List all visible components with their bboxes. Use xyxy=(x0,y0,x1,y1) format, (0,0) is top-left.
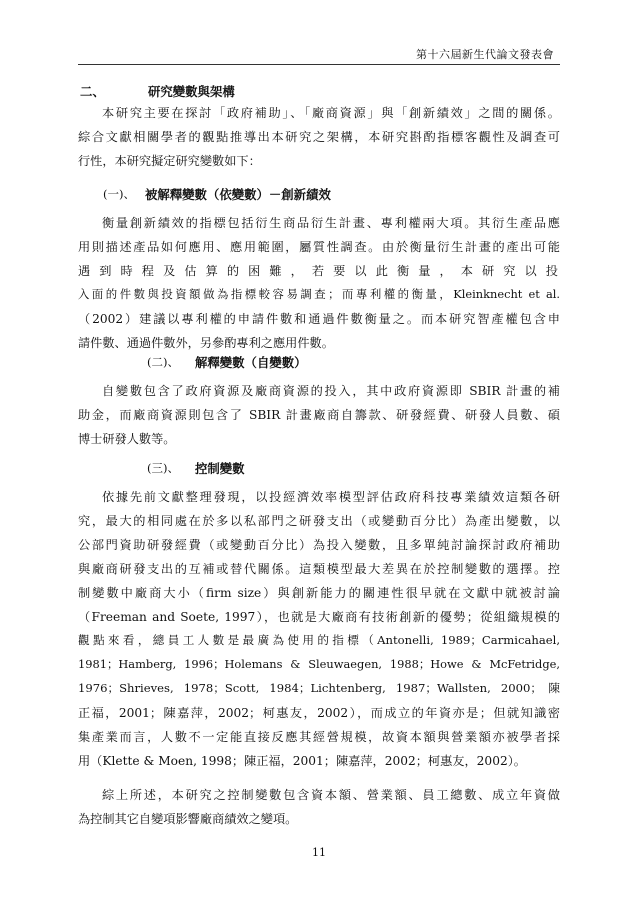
subsection-1-title: 被解釋變數（依變數）－創新績效 xyxy=(145,187,331,202)
sub1-line-4: 入面的件數與投資額做為指標較容易調查；而專利權的衡量，Kleinknecht et al. xyxy=(78,287,560,301)
section-number: 二、 xyxy=(80,84,105,99)
sub3-line-3: 公部門資助研發經費（或變動百分比）為投入變數，且多單純討論探討政府補助 xyxy=(78,538,560,552)
sub3-line-11: 集產業而言，人數不一定能直接反應其經營規模，故資本額與營業額亦被學者採 xyxy=(78,730,560,744)
sub3-line-10: 正福，2001；陳嘉萍，2002；柯惠友，2002），而成立的年資亦是；但就知識密 xyxy=(78,706,560,720)
sub3-line-5: 制變數中廠商大小（firm size）與創新能力的關連性很早就在文獻中就被討論 xyxy=(78,586,560,600)
sub3-line-7: 觀點來看，總員工人數是最廣為使用的指標（Antonelli, 1989；Carmicahael, xyxy=(78,633,560,647)
conclusion-line-1: 綜上所述，本研究之控制變數包含資本額、營業額、員工總數、成立年資做 xyxy=(102,788,560,802)
sub3-line-9: 1976；Shrieves, 1978；Scott, 1984；Lichtenberg, 1987；Wallsten, 2000；陳 xyxy=(78,681,560,695)
sub3-line-8: 1981；Hamberg, 1996；Holemans & Sleuwaegen, 1988；Howe & McFetridge, xyxy=(78,657,560,671)
sub3-line-4: 與廠商研發支出的互補或替代關係。這類模型最大差異在於控制變數的選擇。控 xyxy=(78,562,560,576)
sub1-line-2: 用則描述產品如何應用、應用範圍，屬質性調查。由於衡量衍生計畫的產出可能 xyxy=(78,240,560,254)
page-number: 11 xyxy=(312,846,326,859)
sub2-line-3: 博士研發人數等。 xyxy=(78,432,176,446)
subsection-2-title: 解釋變數（自變數） xyxy=(195,355,307,370)
sub1-line-5: （2002）建議以專利權的申請件數和通過件數衡量之。而本研究智產權包含申 xyxy=(78,312,560,326)
intro-line-2: 綜合文獻相關學者的觀點推導出本研究之架構，本研究斟酌指標客觀性及調查可 xyxy=(78,130,560,144)
intro-line-3: 行性，本研究擬定研究變數如下： xyxy=(78,154,261,168)
conclusion-line-2: 為控制其它自變項影響廠商績效之變項。 xyxy=(78,812,298,826)
sub2-line-1: 自變數包含了政府資源及廠商資源的投入，其中政府資源即 SBIR 計畫的補 xyxy=(102,384,560,398)
subsection-2-number: (二)、 xyxy=(147,355,179,369)
sub2-line-2: 助金，而廠商資源則包含了 SBIR 計畫廠商自籌款、研發經費、研發人員數、碩 xyxy=(78,408,560,422)
subsection-1-number: (一)、 xyxy=(103,187,135,201)
sub1-line-3: 遇到時程及估算的困難，若要以此衡量，本研究以投 xyxy=(78,264,560,278)
header-rule xyxy=(78,64,560,65)
sub3-line-12: 用（Klette & Moen, 1998；陳正福，2001；陳嘉萍，2002；柯惠友，2002）。 xyxy=(78,754,526,768)
intro-line-1: 本研究主要在探討「政府補助」、「廠商資源」與「創新績效」之間的關係。 xyxy=(102,106,560,120)
section-title: 研究變數與架構 xyxy=(148,84,235,99)
subsection-3-number: (三)、 xyxy=(147,461,179,475)
sub3-line-1: 依據先前文獻整理發現，以投經濟效率模型評估政府科技專業績效這類各研 xyxy=(102,490,560,504)
running-header: 第十六屆新生代論文發表會 xyxy=(416,48,554,61)
sub1-line-1: 衡量創新績效的指標包括衍生商品衍生計畫、專利權兩大項。其衍生產品應 xyxy=(102,216,560,230)
sub3-line-6: （Freeman and Soete, 1997），也就是大廠商有技術創新的優勢；從組織規模的 xyxy=(78,610,560,624)
sub1-line-6: 請件數、通過件數外，另參酌專利之應用件數。 xyxy=(78,336,334,350)
subsection-3-title: 控制變數 xyxy=(195,461,245,476)
sub3-line-2: 究，最大的相同處在於多以私部門之研發支出（或變動百分比）為產出變數，以 xyxy=(78,514,560,528)
